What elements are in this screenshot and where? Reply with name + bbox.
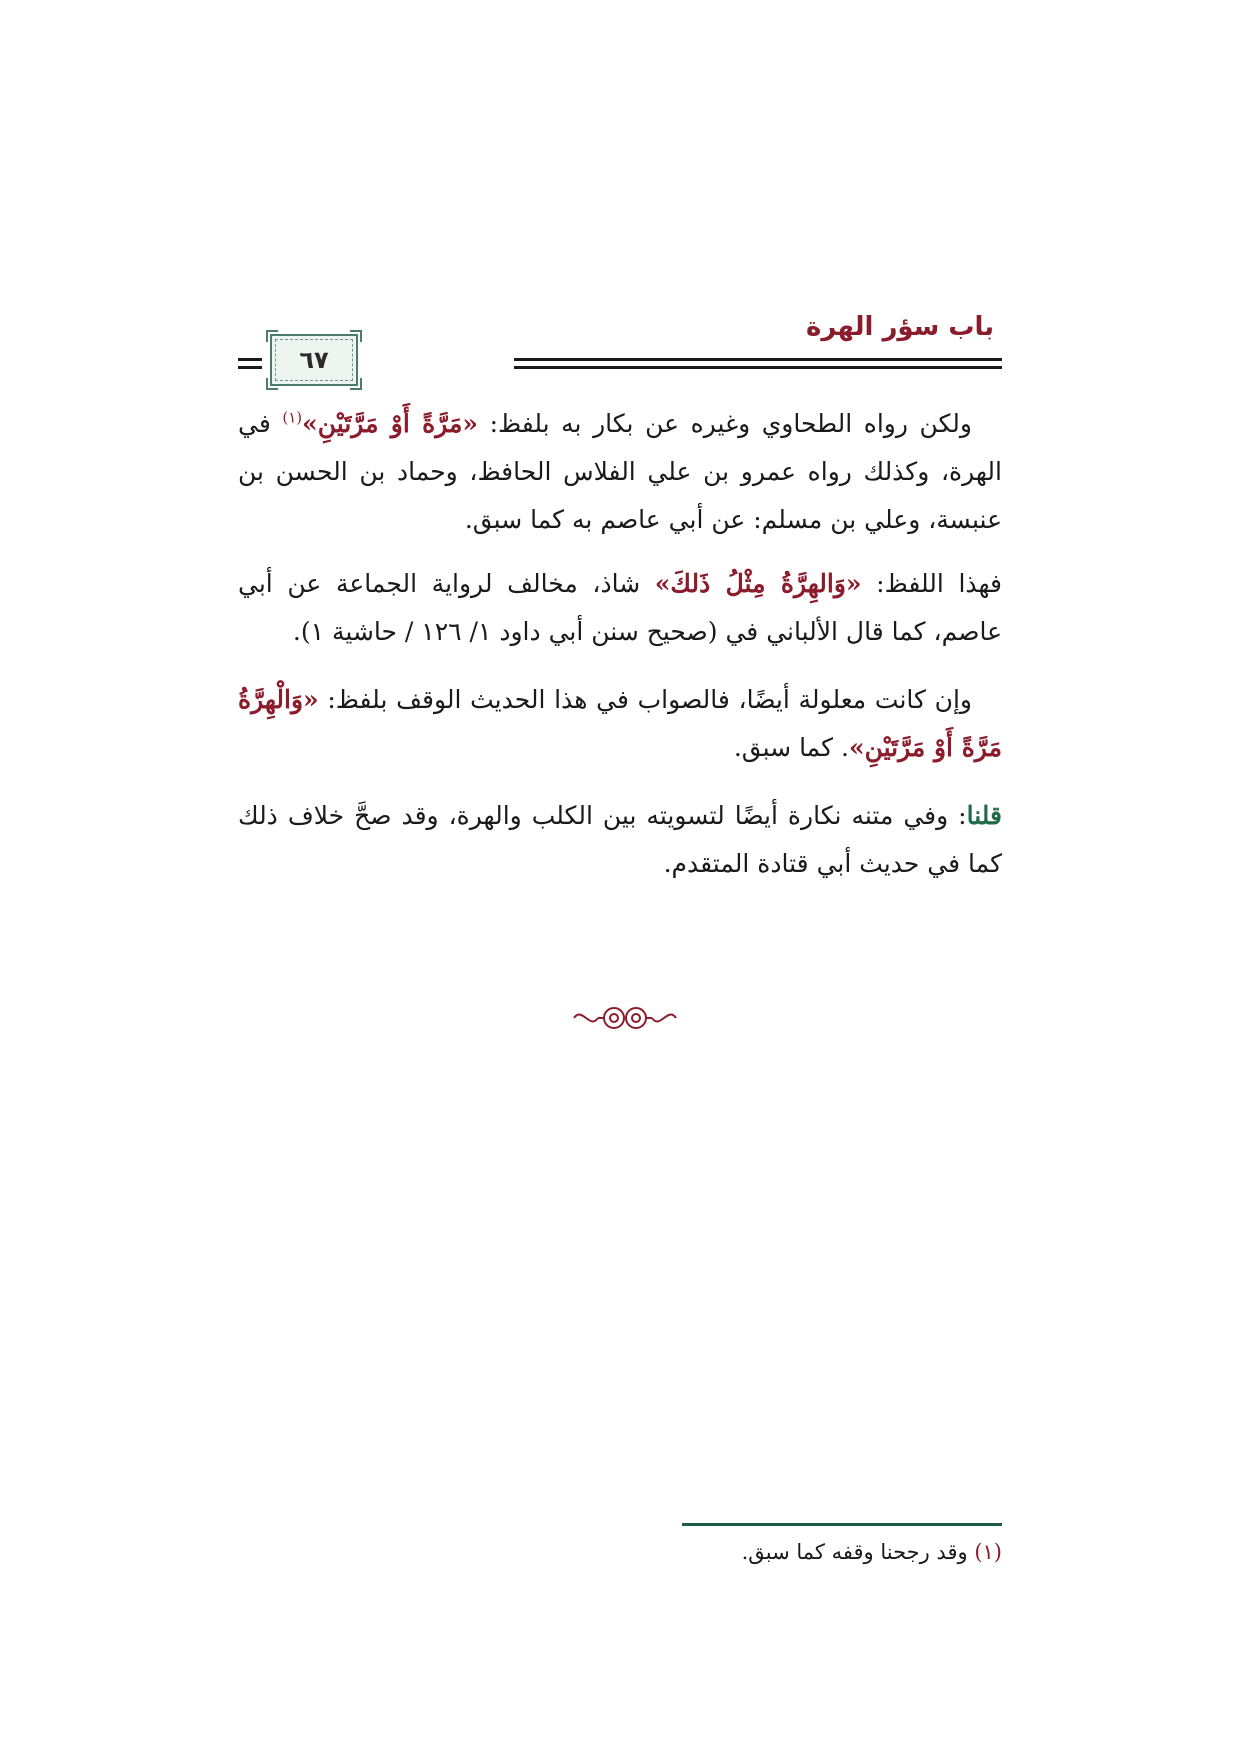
footnote-text: وقد رجحنا وقفه كما سبق. [741,1540,975,1564]
paragraph-text: : وفي متنه نكارة أيضًا لتسويته بين الكلب والهرة، وقد صحَّ خلاف ذلك كما في حديث أبي قتادة المتقدم. [238,801,1002,878]
header-rule-left-bottom [238,366,262,369]
page-number-frame [270,334,358,386]
hadith-quote: «وَالهِرَّةُ مِثْلُ ذَلكَ» [654,569,862,598]
paragraph-text: وإن كانت معلولة أيضًا، فالصواب في هذا الحديث الوقف بلفظ: [318,685,972,714]
page-header [238,310,1002,390]
hadith-quote: «وَالْهِرَّةُ مَرَّةً أَوْ مَرَّتَيْنِ» [238,685,1002,762]
paragraph-1 [238,400,1002,544]
paragraph-text: في الهرة، وكذلك رواه عمرو بن علي الفلاس الحافظ، وحماد بن الحسن بن عنبسة، وعلي بن مسلم: عن أبي عاصم به كما سبق. [238,409,1002,534]
paragraph-text: . كما سبق. [733,733,849,762]
page-number: ٦٧ [299,346,329,374]
hadith-quote: «مَرَّةً أَوْ مَرَّتَيْنِ» [302,409,479,438]
paragraph-text: شاذ، مخالف لرواية الجماعة عن أبي عاصم، كما قال الألباني في (صحيح سنن أبي داود ١/ ١٢٦ / حاشية ١). [238,569,1002,646]
main-text [238,400,1002,908]
frame-corner-ornament [266,330,278,342]
divider-ornament-icon [570,1000,680,1036]
paragraph-4 [238,792,1002,888]
frame-corner-ornament [350,330,362,342]
chapter-title: باب سؤر الهرة [806,312,994,342]
frame-corner-ornament [350,378,362,390]
footnote-separator [682,1523,1002,1526]
paragraph-3 [238,676,1002,772]
paragraph-2 [238,560,1002,656]
footnote-reference[interactable]: (١) [282,408,303,427]
header-rule-bottom [514,366,1002,369]
paragraph-text: فهذا اللفظ: [861,569,1002,598]
paragraph-text: ولكن رواه الطحاوي وغيره عن بكار به بلفظ: [478,409,972,438]
frame-corner-ornament [266,378,278,390]
footnote-number: (١) [974,1540,1002,1564]
qulna-label: قلنا [966,801,1002,830]
footnote [238,1540,1002,1564]
header-rule-left-top [238,358,262,361]
header-rule-top [514,358,1002,361]
